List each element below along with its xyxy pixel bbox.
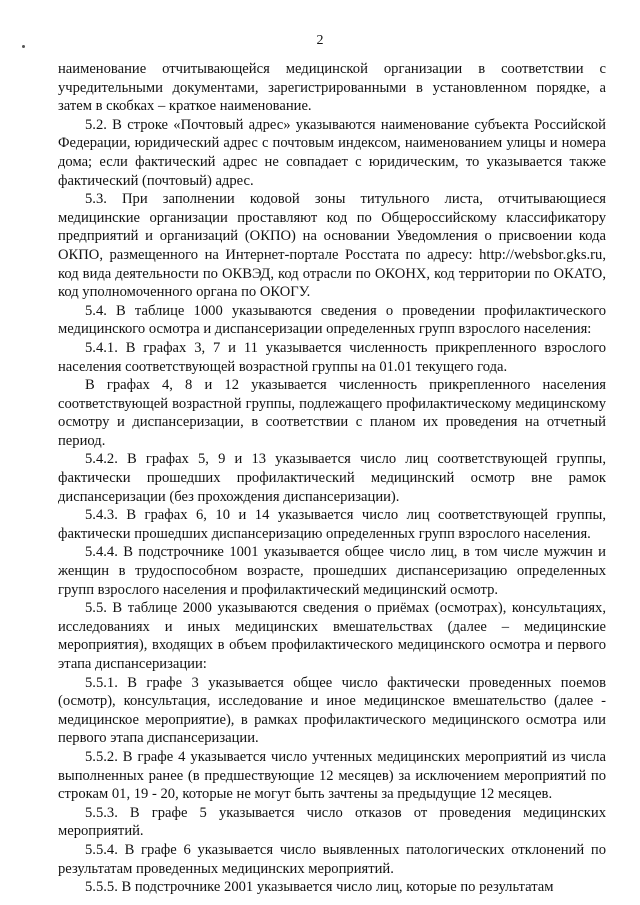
paragraph-5-4: 5.4. В таблице 1000 указываются сведения о проведении профилактического медицинского осмотра и диспансеризации определенных групп взрослого населения: bbox=[58, 302, 606, 338]
paragraph-5-3: 5.3. При заполнении кодовой зоны титульного листа, отчитывающиеся медицинские организации проставляют код по Общероссийскому классификатору предприятий и организаций (ОКПО) на основании Уведомления о присвоении кода ОКПО, размещенного на Интернет-портале Росстата по адресу: http://websbor.gks.ru, код вида деятельности по ОКВЭД, код отрасли по ОКОНХ, код территории по ОКАТО, код уполномоченного органа по ОКОГУ. bbox=[58, 191, 606, 301]
paragraph-5-5-5: 5.5.5. В подстрочнике 2001 указывается число лиц, которые по результатам bbox=[85, 879, 554, 896]
page-number: 2 bbox=[316, 33, 324, 48]
paragraph-5-2: 5.2. В строке «Почтовый адрес» указываются наименование субъекта Российской Федерации, юридический адрес с почтовым индексом, наименованием улицы и номера дома; если фактический адрес не совпадает с юридическим, то указывается также фактический (почтовый) адрес. bbox=[58, 116, 606, 189]
paragraph-5-5-3: 5.5.3. В графе 5 указывается число отказов от проведения медицинских мероприятий. bbox=[58, 804, 606, 840]
document-body bbox=[58, 60, 606, 897]
paragraph-5-4-2: 5.4.2. В графах 5, 9 и 13 указывается число лиц соответствующей группы, фактически прошедших профилактический медицинский осмотр вне рамок диспансеризации (без прохождения диспансеризации). bbox=[58, 451, 606, 505]
paragraph-org-name-continuation: наименование отчитывающейся медицинской организации в соответствии с учредительными документами, зарегистрированными в установленном порядке, а затем в скобках – краткое наименование. bbox=[58, 61, 606, 115]
paragraph-5-4-4: 5.4.4. В подстрочнике 1001 указывается общее число лиц, в том числе мужчин и женщин в трудоспособном возрасте, прошедших диспансеризацию определенных групп взрослого населения и профилактический медицинский осмотр. bbox=[58, 544, 606, 598]
paragraph-5-4-3: 5.4.3. В графах 6, 10 и 14 указывается число лиц соответствующей группы, фактически прошедших диспансеризацию определенных групп взрослого населения. bbox=[58, 507, 606, 542]
margin-mark bbox=[22, 45, 25, 48]
paragraph-5-4-1: 5.4.1. В графах 3, 7 и 11 указывается численность прикрепленного взрослого населения соответствующей возрастной группы на 01.01 текущего года. bbox=[58, 339, 606, 375]
paragraph-5-4-1-graphs: В графах 4, 8 и 12 указывается численность прикрепленного населения соответствующей возрастной группы, подлежащего профилактическому медицинскому осмотру и диспансеризации, в соответствии с планом их проведения на отчетный период. bbox=[58, 377, 606, 449]
paragraph-5-5-2: 5.5.2. В графе 4 указывается число учтенных медицинских мероприятий из числа выполненных ранее (в предшествующие 12 месяцев) за исключением мероприятий по строкам 01, 19 - 20, которые не могут быть зачтены за предыдущие 12 месяцев. bbox=[58, 748, 606, 803]
paragraph-5-5: 5.5. В таблице 2000 указываются сведения о приёмах (осмотрах), консультациях, исследованиях и иных медицинских вмешательствах (далее – медицинские мероприятия), входящих в объем профилактического медицинского осмотра и первого этапа диспансеризации: bbox=[58, 600, 606, 672]
paragraph-5-5-1: 5.5.1. В графе 3 указывается общее число фактически проведенных поемов (осмотр), консультация, исследование и иное медицинское вмешательство (далее - медицинское мероприятие), в рамках профилактического медицинского осмотра или первого этапа диспансеризации. bbox=[58, 674, 606, 747]
paragraph-5-5-4: 5.5.4. В графе 6 указывается число выявленных патологических отклонений по результатам проведенных медицинских мероприятий. bbox=[58, 841, 606, 877]
